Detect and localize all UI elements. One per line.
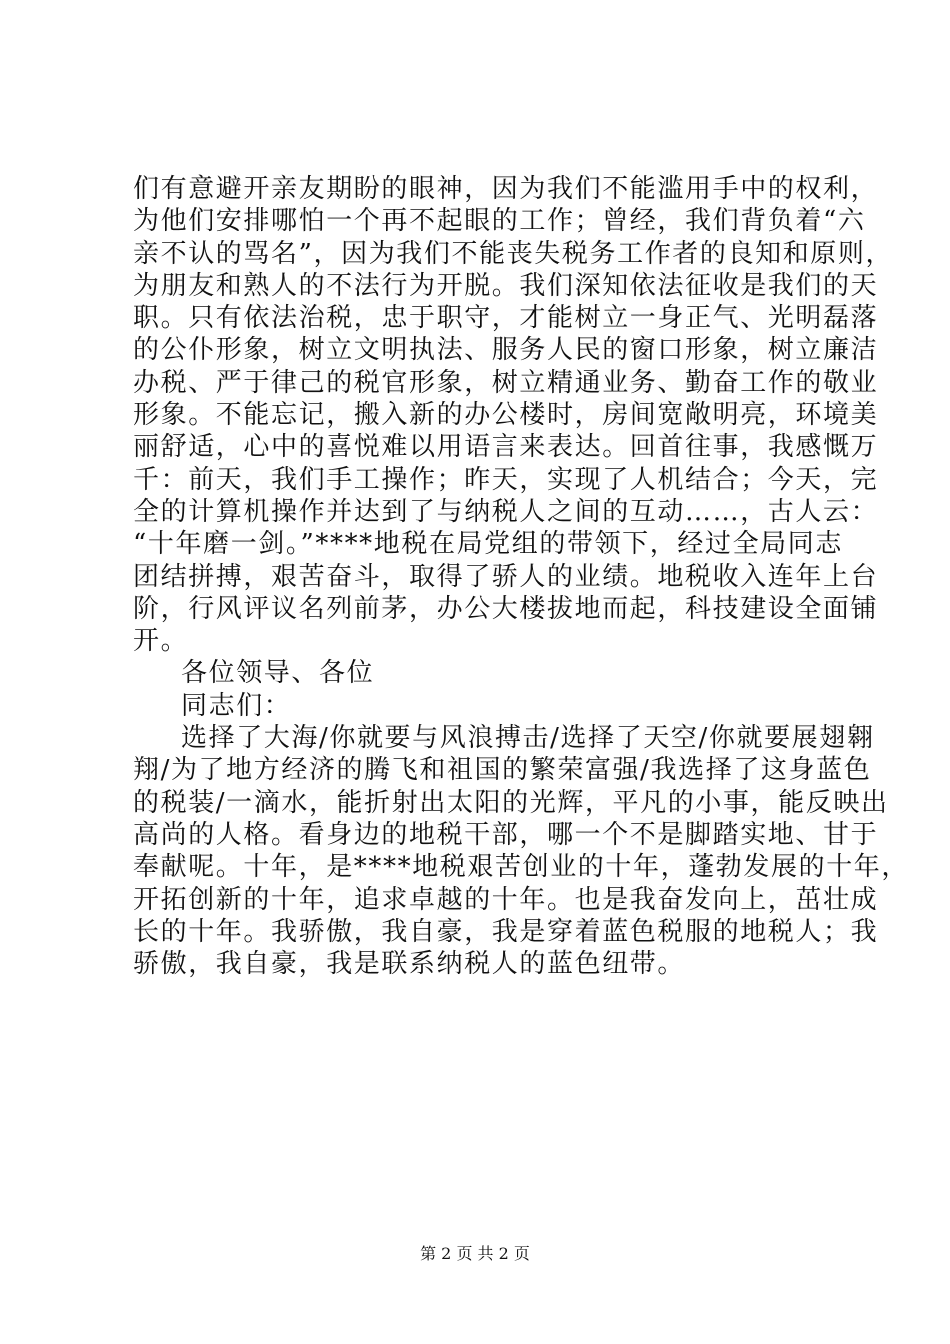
text-line: 丽舒适，心中的喜悦难以用语言来表达。回首往事，我感慨万 [133,432,879,463]
text-line: 的公仆形象，树立文明执法、服务人民的窗口形象，树立廉洁 [133,335,879,366]
text-line: 开拓创新的十年，追求卓越的十年。也是我奋发向上，茁壮成 [133,884,879,915]
salutation-line: 同志们： [181,690,292,721]
text-line: 职。只有依法治税，忠于职守，才能树立一身正气、光明磊落 [133,303,879,334]
text-line: 高尚的人格。看身边的地税干部，哪一个不是脚踏实地、甘于 [133,819,879,850]
text-line: 为他们安排哪怕一个再不起眼的工作；曾经，我们背负着“六 [133,206,866,237]
text-line: 团结拼搏，艰苦奋斗，取得了骄人的业绩。地税收入连年上台 [133,561,879,592]
text-line: 为朋友和熟人的不法行为开脱。我们深知依法征收是我们的天 [133,270,879,301]
text-line: 开。 [133,626,189,657]
text-line: 阶，行风评议名列前茅，办公大楼拔地而起，科技建设全面铺 [133,593,879,624]
text-line: 选择了大海/你就要与风浪搏击/选择了天空/你就要展翅翱 [181,723,875,754]
text-line: 千：前天，我们手工操作；昨天，实现了人机结合；今天，完 [133,464,879,495]
text-line: 全的计算机操作并达到了与纳税人之间的互动……，古人云： [133,496,879,527]
text-line: 亲不认的骂名”，因为我们不能丧失税务工作者的良知和原则， [133,238,894,269]
salutation-line: 各位领导、各位 [181,658,375,689]
text-line: 办税、严于律己的税官形象，树立精通业务、勤奋工作的敬业 [133,367,879,398]
text-line: “十年磨一剑。”****地税在局党组的带领下，经过全局同志 [133,529,843,560]
body-text [133,173,910,980]
text-line: 长的十年。我骄傲，我自豪，我是穿着蓝色税服的地税人；我 [133,916,879,947]
text-line: 们有意避开亲友期盼的眼神，因为我们不能滥用手中的权利， [133,174,879,204]
text-line: 骄傲，我自豪，我是联系纳税人的蓝色纽带。 [133,949,686,980]
text-line: 奉献呢。十年，是****地税艰苦创业的十年，蓬勃发展的十年， [133,852,910,883]
text-line: 的税装/一滴水，能折射出太阳的光辉，平凡的小事，能反映出 [133,787,889,818]
text-line: 形象。不能忘记，搬入新的办公楼时，房间宽敞明亮，环境美 [133,400,879,431]
page-footer: 第 2 页 共 2 页 [420,1244,530,1263]
text-line: 翔/为了地方经济的腾飞和祖国的繁荣富强/我选择了这身蓝色 [133,755,872,786]
